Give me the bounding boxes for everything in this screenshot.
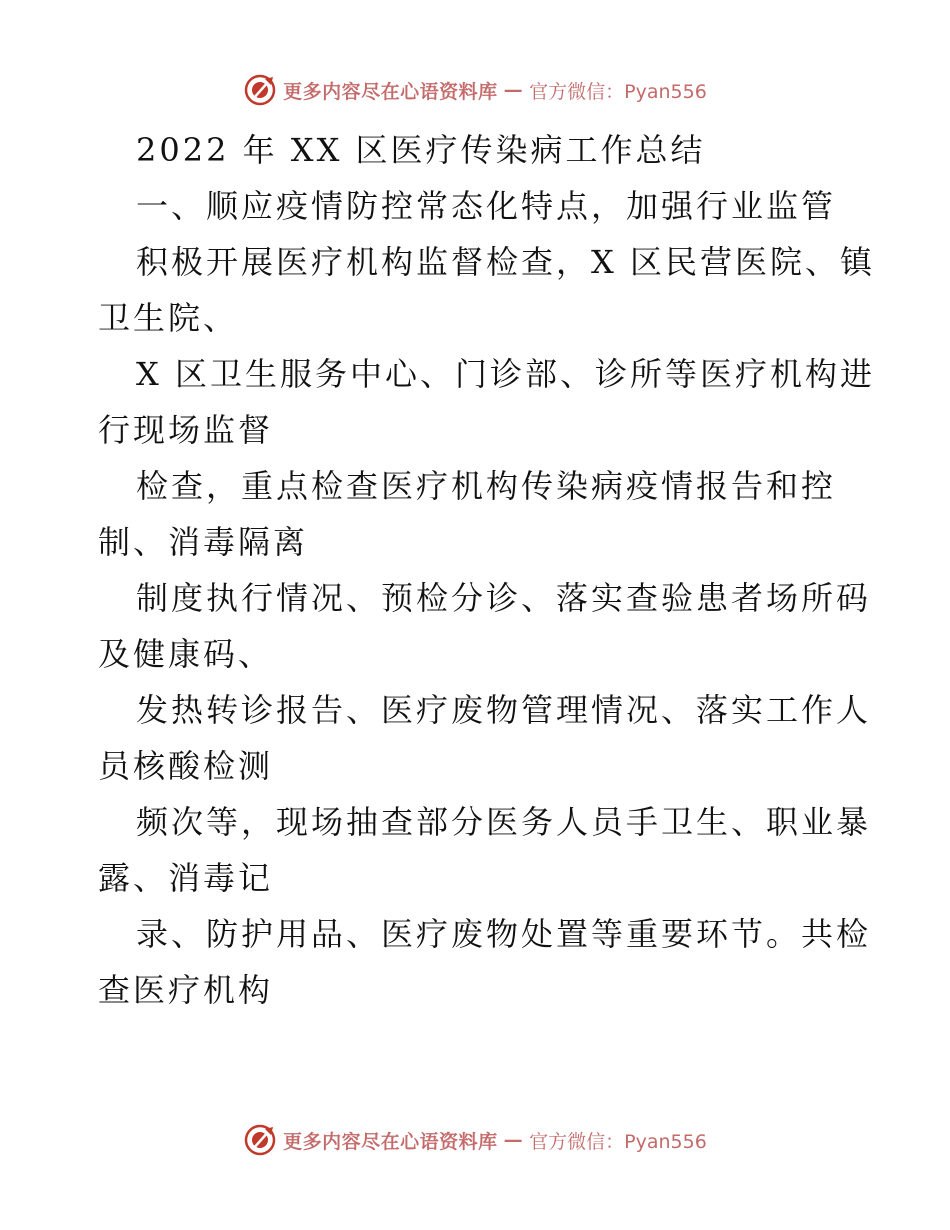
text-line: 一、顺应疫情防控常态化特点，加强行业监管 (136, 187, 837, 225)
text-line: 查医疗机构 (98, 971, 274, 1009)
watermark-main-text: 更多内容尽在心语资料库 (283, 80, 498, 103)
watermark-dash: — (503, 79, 524, 101)
watermark-dash: — (503, 1129, 524, 1151)
text-line: 录、防护用品、医疗废物处置等重要环节。共检 (136, 915, 872, 953)
header-watermark (0, 70, 950, 110)
brand-logo-icon (243, 73, 277, 107)
text-line: 卫生院、 (98, 299, 239, 337)
footer-watermark (0, 1120, 950, 1160)
document-body (98, 122, 875, 1018)
text-line: 制度执行情况、预检分诊、落实查验患者场所码 (136, 579, 872, 617)
brand-logo-icon (243, 1123, 277, 1157)
text-line: 及健康码、 (98, 635, 274, 673)
text-line: 积极开展医疗机构监督检查，X 区民营医院、镇 (136, 243, 875, 281)
text-line: 发热转诊报告、医疗废物管理情况、落实工作人 (136, 691, 872, 729)
text-line: 制、消毒隔离 (98, 523, 309, 561)
text-line: X 区卫生服务中心、门诊部、诊所等医疗机构进 (136, 355, 875, 393)
watermark-wechat-text: 官方微信：Pyan556 (529, 1130, 707, 1153)
text-line: 露、消毒记 (98, 859, 274, 897)
text-line: 员核酸检测 (98, 747, 274, 785)
watermark-wechat-text: 官方微信：Pyan556 (529, 80, 707, 103)
watermark-main-text: 更多内容尽在心语资料库 (283, 1130, 498, 1153)
text-line: 检查，重点检查医疗机构传染病疫情报告和控 (136, 467, 837, 505)
text-line: 频次等，现场抽查部分医务人员手卫生、职业暴 (136, 803, 872, 841)
document-title: 2022 年 XX 区医疗传染病工作总结 (136, 131, 706, 169)
text-line: 行现场监督 (98, 411, 274, 449)
